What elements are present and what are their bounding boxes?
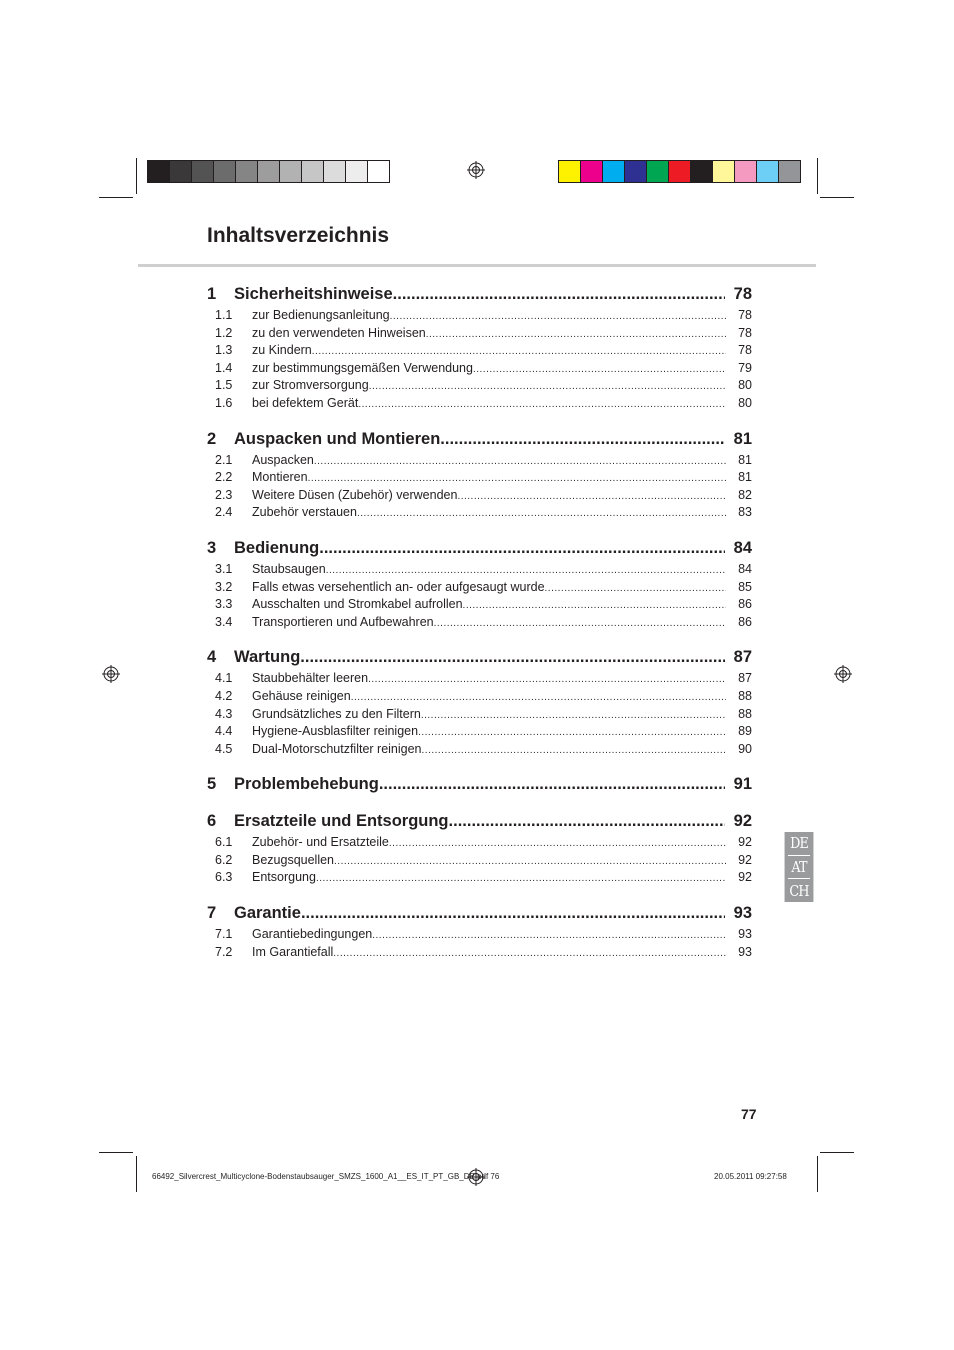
toc-page: 81 (733, 429, 752, 448)
toc-page: 81 (738, 452, 752, 467)
toc-leader-dots (390, 308, 726, 326)
toc-section (207, 428, 752, 522)
color-swatch (280, 161, 302, 182)
toc-title: zur Bedienungsanleitung (252, 308, 390, 322)
toc-page: 78 (738, 325, 752, 340)
color-swatch (691, 161, 713, 182)
toc-number: 2.1 (215, 452, 233, 467)
toc-number: 7 (207, 904, 217, 923)
toc-entry-row (207, 360, 752, 378)
toc-title: Zubehör- und Ersatzteile (252, 835, 389, 850)
toc-number: 3.3 (215, 597, 233, 612)
toc-title: zu den verwendeten Hinweisen (252, 325, 426, 340)
tab-divider (788, 855, 810, 856)
toc-page: 79 (738, 360, 752, 375)
country-tab (785, 832, 814, 902)
toc-entry-row (207, 706, 752, 724)
crop-mark (820, 1152, 854, 1153)
toc-title: bei defektem Gerät (252, 395, 359, 410)
toc-number: 2.4 (215, 505, 233, 520)
color-swatch (559, 161, 581, 182)
toc-number: 6.1 (215, 835, 233, 850)
toc-title: Ersatzteile und Entsorgung (234, 812, 449, 831)
color-swatch (346, 161, 368, 182)
toc-page: 88 (738, 706, 752, 721)
color-swatch (625, 161, 647, 182)
toc-page: 78 (733, 285, 752, 303)
toc-chapter-row (207, 283, 752, 305)
toc-section (207, 902, 752, 961)
toc-leader-dots (434, 615, 726, 633)
toc-leader-dots (545, 580, 726, 598)
toc-page: 93 (733, 904, 752, 923)
toc-title: zu Kindern (252, 343, 312, 358)
toc-entry-row (207, 869, 752, 887)
toc-page: 87 (738, 671, 752, 686)
toc-page: 92 (738, 835, 752, 850)
toc-entry-row (207, 579, 752, 597)
toc-number: 3 (207, 538, 217, 557)
toc-title: Im Garantiefall (252, 944, 334, 959)
toc-title: Weitere Düsen (Zubehör) verwenden (252, 487, 458, 502)
toc-page: 81 (738, 470, 752, 485)
toc-page: 80 (738, 395, 752, 410)
color-swatch (236, 161, 258, 182)
toc-entry-row (207, 596, 752, 614)
toc-title: Montieren (252, 470, 308, 485)
footer-timestamp: 20.05.2011 09:27:58 (714, 1172, 787, 1181)
toc-leader-dots (326, 562, 726, 580)
toc-page: 90 (738, 741, 752, 756)
crop-mark (820, 197, 854, 198)
page-number: 77 (741, 1106, 757, 1122)
toc-leader-dots (426, 326, 726, 344)
toc-title: Falls etwas versehentlich an- oder aufgesaugt wurde (252, 579, 545, 594)
toc-number: 1.6 (215, 395, 233, 410)
toc-number: 1.4 (215, 360, 233, 375)
toc-leader-dots (369, 378, 726, 396)
crop-mark (99, 197, 133, 198)
toc-number: 3.1 (215, 561, 233, 576)
toc-leader-dots (308, 470, 726, 488)
toc-title: Garantiebedingungen (252, 927, 373, 942)
toc-page: 92 (738, 870, 752, 885)
toc-number: 2.3 (215, 487, 233, 502)
toc-leader-dots (449, 810, 725, 832)
toc-leader-dots (358, 396, 726, 414)
toc-number: 4 (207, 648, 217, 667)
toc-page: 78 (738, 343, 752, 358)
crop-mark (136, 1156, 137, 1192)
toc-chapter-row (207, 902, 752, 924)
toc-chapter-row (207, 537, 752, 559)
toc-number: 7.2 (215, 944, 233, 959)
color-swatch (214, 161, 236, 182)
color-swatch (324, 161, 346, 182)
toc-entry-row (207, 504, 752, 522)
toc-number: 2 (207, 429, 217, 448)
toc-leader-dots (301, 902, 725, 924)
toc-page: 87 (733, 648, 752, 667)
toc-leader-dots (463, 597, 726, 615)
color-swatch (779, 161, 800, 182)
title-divider (138, 264, 816, 267)
toc-leader-dots (314, 453, 726, 471)
toc-page: 85 (738, 579, 752, 594)
toc-entry-row (207, 561, 752, 579)
toc-page: 91 (733, 775, 752, 794)
toc-section (207, 283, 752, 413)
toc-section (207, 810, 752, 887)
toc-entry-row (207, 377, 752, 395)
toc-number: 1.1 (215, 308, 233, 322)
crop-mark (136, 158, 137, 194)
registration-mark-icon (834, 665, 852, 683)
toc-entry-row (207, 452, 752, 470)
toc-title: Ausschalten und Stromkabel aufrollen (252, 597, 463, 612)
toc-leader-dots (312, 343, 726, 361)
toc-entry-row (207, 741, 752, 759)
toc-chapter-row (207, 810, 752, 832)
toc-title: zur bestimmungsgemäßen Verwendung (252, 360, 473, 375)
toc-section (207, 646, 752, 758)
toc-leader-dots (473, 361, 726, 379)
toc-section (207, 537, 752, 631)
color-swatch (669, 161, 691, 182)
toc-entry-row (207, 834, 752, 852)
table-of-contents (207, 283, 752, 961)
crop-mark (817, 158, 818, 194)
toc-title: Auspacken und Montieren (234, 429, 441, 448)
page-title: Inhaltsverzeichnis (207, 224, 390, 247)
toc-leader-dots (418, 724, 726, 742)
toc-leader-dots (379, 773, 725, 795)
toc-leader-dots (368, 671, 726, 689)
toc-entry-row (207, 342, 752, 360)
toc-number: 1.5 (215, 378, 233, 393)
toc-number: 4.2 (215, 688, 233, 703)
country-code-ch: CH (789, 881, 809, 900)
registration-mark-icon (102, 665, 120, 683)
registration-mark-icon (467, 161, 485, 179)
country-code-de: DE (790, 834, 808, 853)
toc-number: 3.2 (215, 579, 233, 594)
toc-number: 1.3 (215, 343, 233, 358)
toc-leader-dots (300, 646, 725, 668)
toc-title: Gehäuse reinigen (252, 688, 351, 703)
toc-leader-dots (316, 870, 726, 888)
toc-leader-dots (393, 283, 725, 305)
toc-entry-row (207, 852, 752, 870)
toc-page: 93 (738, 944, 752, 959)
toc-number: 1.2 (215, 325, 233, 340)
toc-page: 92 (733, 812, 752, 831)
grayscale-color-bar (147, 160, 390, 183)
country-code-at: AT (791, 857, 807, 876)
crop-mark (99, 1152, 133, 1153)
toc-title: Bezugsquellen (252, 852, 335, 867)
toc-title: Transportieren und Aufbewahren (252, 614, 434, 629)
toc-title: Grundsätzliches zu den Filtern (252, 706, 421, 721)
toc-number: 6 (207, 812, 217, 831)
toc-entry-row (207, 469, 752, 487)
toc-entry-row (207, 670, 752, 688)
toc-leader-dots (319, 537, 725, 559)
color-swatch (757, 161, 779, 182)
toc-title: Hygiene-Ausblasfilter reinigen (252, 724, 419, 739)
color-swatch (581, 161, 603, 182)
toc-leader-dots (372, 927, 726, 945)
toc-number: 4.4 (215, 724, 233, 739)
toc-page: 78 (738, 308, 752, 322)
toc-leader-dots (440, 428, 725, 450)
toc-number: 1 (207, 285, 217, 303)
toc-number: 6.3 (215, 870, 233, 885)
toc-leader-dots (351, 689, 726, 707)
toc-page: 86 (738, 614, 752, 629)
toc-page: 93 (738, 927, 752, 942)
color-swatch (603, 161, 625, 182)
toc-page: 80 (738, 378, 752, 393)
toc-number: 4.5 (215, 741, 233, 756)
toc-chapter-row (207, 428, 752, 450)
toc-entry-row (207, 307, 752, 325)
toc-title: Bedienung (234, 538, 320, 557)
toc-page: 86 (738, 597, 752, 612)
toc-entry-row (207, 926, 752, 944)
toc-entry-row (207, 723, 752, 741)
color-swatch (192, 161, 214, 182)
color-swatch (258, 161, 280, 182)
toc-page: 83 (738, 505, 752, 520)
toc-entry-row (207, 944, 752, 962)
toc-title: Zubehör verstauen (252, 505, 357, 520)
toc-title: Wartung (234, 648, 301, 667)
toc-page: 92 (738, 852, 752, 867)
crop-mark (817, 1156, 818, 1192)
toc-page: 88 (738, 688, 752, 703)
toc-chapter-row (207, 646, 752, 668)
toc-number: 2.2 (215, 470, 233, 485)
toc-number: 3.4 (215, 614, 233, 629)
toc-number: 4.3 (215, 706, 233, 721)
toc-leader-dots (457, 488, 726, 506)
color-swatch (170, 161, 192, 182)
toc-leader-dots (389, 835, 726, 853)
color-swatch (368, 161, 389, 182)
toc-leader-dots (422, 742, 726, 760)
color-swatch (735, 161, 757, 182)
process-color-bar (558, 160, 801, 183)
toc-title: Entsorgung (252, 870, 316, 885)
toc-entry-row (207, 395, 752, 413)
color-swatch (647, 161, 669, 182)
toc-title: Auspacken (252, 452, 314, 467)
toc-title: Problembehebung (234, 775, 379, 794)
toc-number: 6.2 (215, 852, 233, 867)
toc-leader-dots (421, 707, 726, 725)
footer-filename: 66492_Silvercrest_Multicyclone-Bodenstaubsauger_SMZS_1600_A1__ES_IT_PT_GB_DE.pdf 76 (152, 1172, 500, 1181)
toc-page: 84 (738, 561, 752, 576)
toc-number: 5 (207, 775, 217, 794)
toc-entry-row (207, 325, 752, 343)
color-swatch (302, 161, 324, 182)
toc-number: 7.1 (215, 927, 233, 942)
toc-section (207, 773, 752, 795)
toc-page: 84 (733, 538, 752, 557)
toc-leader-dots (357, 505, 726, 523)
toc-title: zur Stromversorgung (252, 378, 369, 393)
toc-page: 82 (738, 487, 752, 502)
color-swatch (148, 161, 170, 182)
toc-leader-dots (334, 853, 726, 871)
toc-page: 89 (738, 724, 752, 739)
toc-leader-dots (333, 945, 726, 963)
toc-entry-row (207, 688, 752, 706)
toc-title: Sicherheitshinweise (234, 285, 393, 303)
toc-title: Garantie (234, 904, 301, 923)
toc-title: Dual-Motorschutzfilter reinigen (252, 741, 422, 756)
toc-number: 4.1 (215, 671, 233, 686)
toc-entry-row (207, 614, 752, 632)
color-swatch (713, 161, 735, 182)
toc-title: Staubsaugen (252, 561, 326, 576)
toc-entry-row (207, 487, 752, 505)
tab-divider (788, 878, 810, 879)
toc-chapter-row (207, 773, 752, 795)
toc-title: Staubbehälter leeren (252, 671, 369, 686)
